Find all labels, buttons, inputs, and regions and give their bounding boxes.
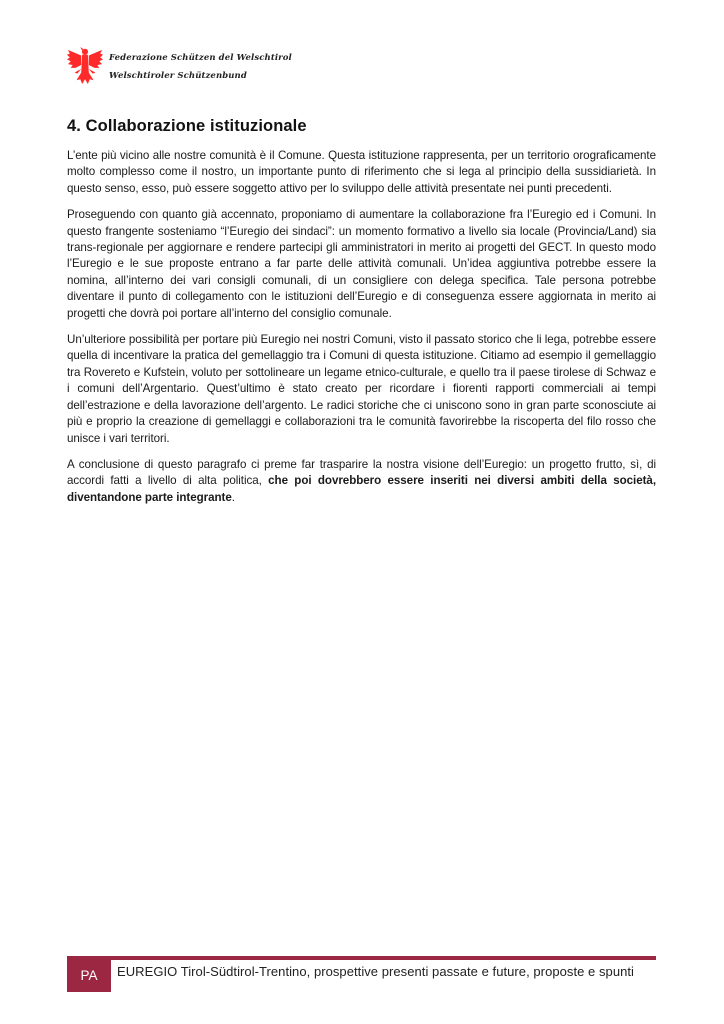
- paragraph: L’ente più vicino alle nostre comunità è il Comune. Questa istituzione rappresenta, per un territorio orograficamente molto complesso come il nostro, un importante punto di riferimento che si lega al principio della sussidiarietà. In questo senso, esso, può essere soggetto attivo per lo sviluppo delle attività presentate nei punti precedenti.: [67, 149, 656, 195]
- page-header: [66, 46, 366, 86]
- paragraph: Proseguendo con quanto già accennato, proponiamo di aumentare la collaborazione fra l’Euregio ed i Comuni. In questo frangente sosteniamo “l’Euregio dei sindaci”: un momento formativo a livello sia locale (Provincia/Land) sia trans-regionale per aggiornare e rendere partecipi gli amministratori in merito ai progetti del GECT. In questo modo l’Euregio e le sue proposte entrano a far parte delle attività comunali. Un’idea aggiuntiva potrebbe essere la nomina, all’interno dei vari consigli comunali, di un consigliere con delega specifica. Tale persona potrebbe diventare il punto di collegamento con le istituzioni dell’Euregio e di conseguenza essere aggiornata in merito ai progetti che dovrà poi portare all’interno del consiglio comunale.: [67, 208, 656, 320]
- conclusion-paragraph: [67, 457, 656, 506]
- conclusion-text: A conclusione di questo paragrafo ci preme far trasparire la nostra visione dell’Euregio: un progetto frutto, sì, di accordi fatti a livello di alta politica,: [67, 457, 656, 488]
- conclusion-emphasis: che poi dovrebbero essere inseriti nei diversi ambiti della società, diventandone parte integrante: [67, 474, 656, 504]
- document-body: [67, 117, 656, 516]
- footer-rule: [67, 956, 656, 960]
- eagle-icon: [66, 46, 104, 86]
- header-organization-subtitle: Welschtiroler Schützenbund: [109, 71, 247, 81]
- footer-badge: PA: [67, 956, 111, 992]
- section-title: 4. Collaborazione istituzionale: [67, 117, 307, 135]
- header-organization-name: Federazione Schützen del Welschtirol: [109, 53, 292, 63]
- conclusion-end: .: [231, 490, 235, 504]
- paragraph: Un’ulteriore possibilità per portare più Euregio nei nostri Comuni, visto il passato storico che li lega, potrebbe essere quella di incentivare la pratica del gemellaggio tra i Comuni di questa istituzione. Citiamo ad esempio il gemellaggio tra Rovereto e Kufstein, voluto per sottolineare un legame etnico-culturale, e quello tra il paese tirolese di Schwaz e i comuni dell’Argentario. Quest’ultimo è stato creato per ricordare i fiorenti rapporti commerciali ai tempi dell’estrazione e della lavorazione dell’argento. Le radici storiche che ci uniscono sono in gran parte sconosciute ai più e proprio la creazione di gemellaggi e collaborazioni tra le comunità favorirebbe la riscoperta del filo rosso che unisce i vari territori.: [67, 333, 656, 445]
- footer-title: EUREGIO Tirol-Südtirol-Trentino, prospettive presenti passate e future, proposte e spunti: [117, 964, 634, 979]
